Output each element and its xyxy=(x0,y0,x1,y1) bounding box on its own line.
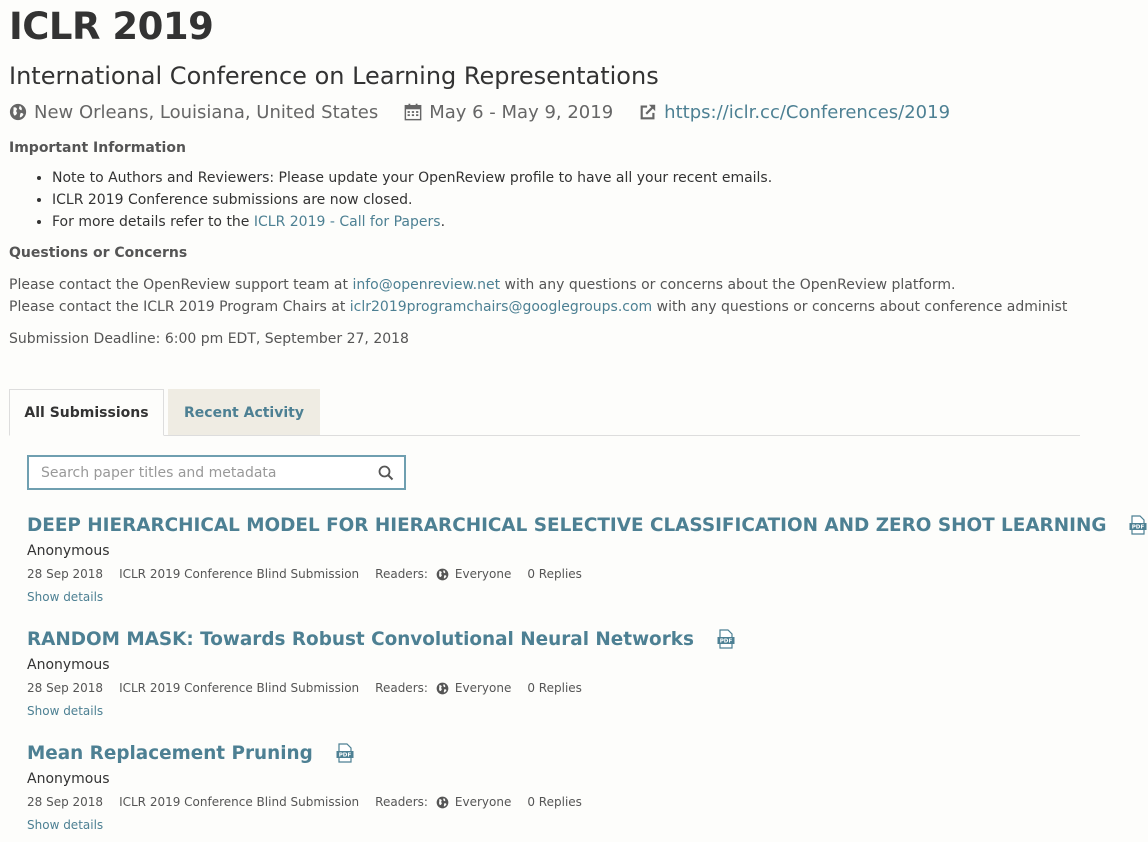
search-icon[interactable] xyxy=(378,465,394,481)
paper-readers xyxy=(375,790,511,814)
chairs-contact xyxy=(9,296,1080,318)
paper-date: 28 Sep 2018 xyxy=(27,567,104,581)
questions-heading: Questions or Concerns xyxy=(9,245,188,261)
contact-info xyxy=(9,274,1080,318)
paper-title-row xyxy=(27,739,1080,767)
info-item-closed: • ICLR 2019 Conference submissions are now closed. xyxy=(52,189,1080,211)
show-details-link[interactable]: Show details xyxy=(27,818,104,832)
search-input[interactable] xyxy=(29,457,371,488)
pdf-icon[interactable] xyxy=(1128,515,1148,535)
paper-replies: 0 Replies xyxy=(527,567,582,581)
paper-authors: Anonymous xyxy=(27,657,110,673)
submission-deadline: Submission Deadline: 6:00 pm EDT, September 27, 2018 xyxy=(9,331,409,347)
paper-authors: Anonymous xyxy=(27,543,110,559)
chairs-suffix: with any questions or concerns about conference administ xyxy=(652,299,1068,315)
globe-icon xyxy=(9,103,27,121)
globe-icon xyxy=(436,682,449,695)
support-prefix: Please contact the OpenReview support team at xyxy=(9,277,353,293)
paper-date: 28 Sep 2018 xyxy=(27,681,104,695)
tab-recent-activity[interactable]: Recent Activity xyxy=(168,389,320,435)
show-details-link[interactable]: Show details xyxy=(27,704,104,718)
paper-meta xyxy=(27,562,1080,586)
show-details-link[interactable]: Show details xyxy=(27,590,104,604)
dates-text: May 6 - May 9, 2019 xyxy=(429,101,614,123)
paper-title-link[interactable]: RANDOM MASK: Towards Robust Convolutional Neural Networks xyxy=(27,628,694,650)
readers-label: Readers: xyxy=(375,681,428,695)
calendar-icon xyxy=(404,103,422,121)
readers-label: Readers: xyxy=(375,795,428,809)
paper-item xyxy=(27,511,1145,608)
paper-authors: Anonymous xyxy=(27,771,110,787)
paper-title-link[interactable]: DEEP HIERARCHICAL MODEL FOR HIERARCHICAL SELECTIVE CLASSIFICATION AND ZERO SHOT LEARNING xyxy=(27,514,1107,536)
svg-text:PDF: PDF xyxy=(338,752,352,759)
details-prefix: For more details refer to the xyxy=(52,214,254,230)
paper-meta xyxy=(27,676,1080,700)
paper-title-row xyxy=(27,625,1080,653)
pdf-icon[interactable] xyxy=(716,629,736,649)
search-form xyxy=(27,455,406,490)
paper-item xyxy=(27,625,1080,722)
paper-readers xyxy=(375,676,511,700)
globe-icon xyxy=(436,796,449,809)
paper-replies: 0 Replies xyxy=(527,795,582,809)
support-contact xyxy=(9,274,1080,296)
call-for-papers-link[interactable]: ICLR 2019 - Call for Papers xyxy=(253,214,441,230)
support-suffix: with any questions or concerns about the OpenReview platform. xyxy=(500,277,956,293)
paper-date: 28 Sep 2018 xyxy=(27,795,104,809)
chairs-prefix: Please contact the ICLR 2019 Program Chairs at xyxy=(9,299,350,315)
conference-subtitle: International Conference on Learning Representations xyxy=(9,62,659,90)
readers-value: Everyone xyxy=(454,795,512,809)
globe-icon xyxy=(436,568,449,581)
conference-dates xyxy=(404,102,613,123)
important-info-heading: Important Information xyxy=(9,140,186,156)
paper-title-link[interactable]: Mean Replacement Pruning xyxy=(27,742,313,764)
chairs-email-link[interactable]: iclr2019programchairs@googlegroups.com xyxy=(349,299,653,315)
tab-all-submissions[interactable]: All Submissions xyxy=(9,389,164,436)
conference-location xyxy=(9,102,378,123)
readers-label: Readers: xyxy=(375,567,428,581)
paper-replies: 0 Replies xyxy=(527,681,582,695)
details-suffix: . xyxy=(440,214,446,230)
pdf-icon[interactable] xyxy=(335,743,355,763)
paper-readers xyxy=(375,562,511,586)
tab-bar xyxy=(9,389,1080,436)
info-item-profile: • Note to Authors and Reviewers: Please update your OpenReview profile to have all your recent emails. xyxy=(52,167,1080,189)
svg-text:PDF: PDF xyxy=(1132,524,1145,531)
readers-value: Everyone xyxy=(454,567,512,581)
conference-title: ICLR 2019 xyxy=(9,5,214,48)
important-info-list xyxy=(9,167,1080,233)
paper-item xyxy=(27,739,1080,836)
info-item-details xyxy=(52,211,1080,233)
external-link-icon xyxy=(639,103,657,121)
website-link[interactable]: https://iclr.cc/Conferences/2019 xyxy=(664,101,951,123)
support-email-link[interactable]: info@openreview.net xyxy=(352,277,501,293)
paper-title-row xyxy=(27,511,1145,539)
paper-venue: ICLR 2019 Conference Blind Submission xyxy=(119,567,360,581)
svg-text:PDF: PDF xyxy=(719,638,733,645)
paper-venue: ICLR 2019 Conference Blind Submission xyxy=(119,681,360,695)
paper-venue: ICLR 2019 Conference Blind Submission xyxy=(119,795,360,809)
readers-value: Everyone xyxy=(454,681,512,695)
location-text: New Orleans, Louisiana, United States xyxy=(34,101,379,123)
conference-meta xyxy=(9,97,1080,127)
conference-website xyxy=(639,102,950,123)
paper-meta xyxy=(27,790,1080,814)
